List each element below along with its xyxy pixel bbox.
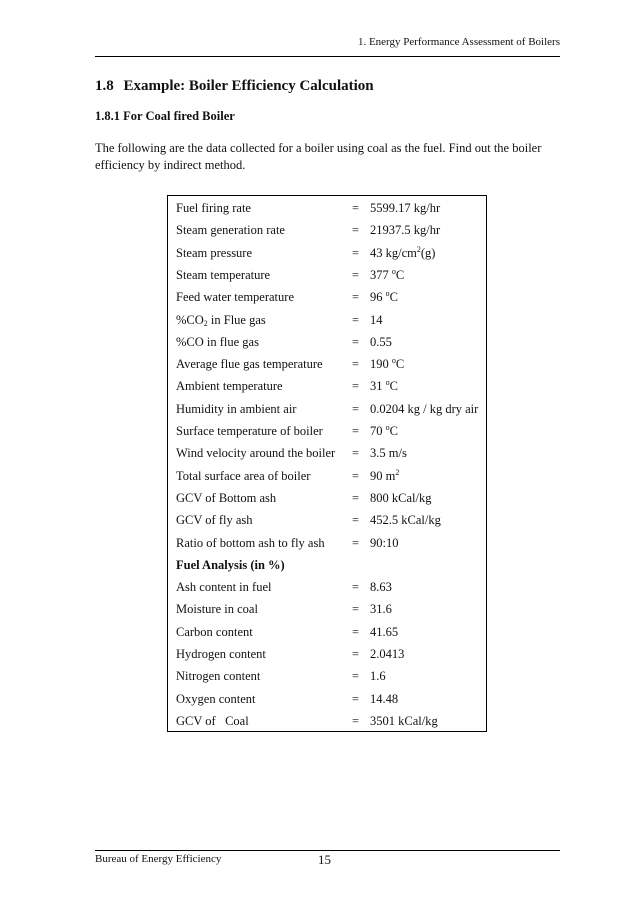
table-row [168,264,486,286]
row-equals: = [352,312,360,327]
row-label: Steam temperature [176,267,271,282]
table-row [168,465,486,487]
row-equals: = [352,379,360,394]
table-row [168,375,486,397]
row-label: Fuel firing rate [176,201,251,215]
row-value: 1.6 [370,669,386,684]
row-equals: = [352,647,360,661]
row-label: Fuel Analysis (in %) [176,557,285,572]
row-label: Ash content in fuel [176,580,272,595]
table-row [168,576,486,598]
section-title: Example: Boiler Efficiency Calculation [123,78,374,94]
table-row [168,286,486,308]
boiler-data-table [167,195,487,732]
intro-paragraph: The following are the data collected for a boiler using coal as the fuel. Find out the boiler efficiency by indirect method. [95,141,542,172]
footer-divider [95,850,560,851]
row-equals: = [352,446,360,461]
row-label: GCV of fly ash [176,513,253,528]
table-row [168,442,486,464]
table-row [168,509,486,531]
row-label: %CO in flue gas [176,334,259,349]
row-value: 190 $^o$C [370,356,405,372]
row-value: 90 $m^2$ [370,467,400,483]
row-value: 377 $^o$C [370,266,405,282]
row-value: 5599.17 kg/hr [370,201,441,215]
row-label: Wind velocity around the boiler [176,446,336,461]
row-value: 2.0413 [370,647,405,661]
table-row [168,353,486,375]
row-value: 3501 kCal/kg [370,713,438,728]
row-equals: = [352,201,360,215]
row-label: Average flue gas temperature [176,357,323,372]
running-header: 1. Energy Performance Assessment of Boilers [357,36,560,48]
row-value: 43 $kg/cm^2(g)$ [370,244,436,260]
page-number: 15 [318,852,331,867]
header-divider [95,56,560,57]
row-equals: = [352,267,360,282]
row-value: 3.5 m/s [370,446,407,461]
row-label: Moisture in coal [176,602,258,617]
row-equals: = [352,401,360,416]
row-equals: = [352,468,360,483]
row-label: GCV of Coal [176,713,249,728]
row-equals: = [352,691,360,706]
row-value: 41.65 [370,624,399,639]
row-label: Surface temperature of boiler [176,424,323,438]
row-equals: = [352,602,360,617]
row-equals: = [352,535,360,550]
table-row [168,532,486,554]
section-number: 1.8 [95,78,114,94]
row-equals: = [352,424,360,438]
table-row [168,197,486,219]
table-row [168,643,486,665]
row-value: 452.5 kCal/kg [370,513,441,528]
row-value: 800 kCal/kg [370,490,432,505]
table-row [168,398,486,420]
row-value: 96 $^o$C [370,289,398,305]
row-value: 70 $^o$C [370,423,398,438]
row-equals: = [352,223,360,238]
row-equals: = [352,290,360,305]
row-equals: = [352,513,360,528]
row-value: 14.48 [370,691,399,706]
footer-organization: Bureau of Energy Efficiency [95,853,222,865]
table-row [168,487,486,509]
row-equals: = [352,669,360,684]
row-equals: = [352,245,360,260]
table-row [168,688,486,710]
table-section-heading [168,554,486,576]
section-heading [95,78,374,95]
table-row [168,242,486,264]
row-value: 8.63 [370,580,392,595]
row-label: $\%CO_2$ in Flue gas [176,312,266,328]
table-row [168,665,486,687]
row-label: Carbon content [176,624,253,639]
table-row [168,598,486,620]
row-label: Oxygen content [176,691,256,706]
subsection-heading: 1.8.1 For Coal fired Boiler [95,109,235,123]
row-label: GCV of Bottom ash [176,490,277,505]
row-equals: = [352,334,360,349]
table-row [168,710,486,732]
row-label: Ambient temperature [176,379,283,394]
row-value: 14 [370,312,383,327]
row-label: Feed water temperature [176,290,294,305]
row-value: 90:10 [370,535,399,550]
row-equals: = [352,357,360,372]
table-row [168,309,486,331]
row-equals: = [352,580,360,595]
table-row [168,219,486,241]
row-value: 0.55 [370,334,392,349]
row-label: Hydrogen content [176,647,266,661]
row-value: 31 $^o$C [370,378,398,394]
row-label: Steam pressure [176,245,253,260]
row-label: Nitrogen content [176,669,261,684]
row-equals: = [352,713,360,728]
row-equals: = [352,624,360,639]
row-equals: = [352,490,360,505]
row-value: 31.6 [370,602,392,617]
table-row [168,331,486,353]
row-label: Steam generation rate [176,223,285,238]
table-row [168,420,486,442]
row-value: 0.0204 kg / kg dry air [370,401,479,416]
row-value: 21937.5 kg/hr [370,223,441,238]
row-label: Ratio of bottom ash to fly ash [176,535,325,550]
row-label: Humidity in ambient air [176,401,297,416]
row-label: Total surface area of boiler [176,468,311,483]
table-row [168,621,486,643]
